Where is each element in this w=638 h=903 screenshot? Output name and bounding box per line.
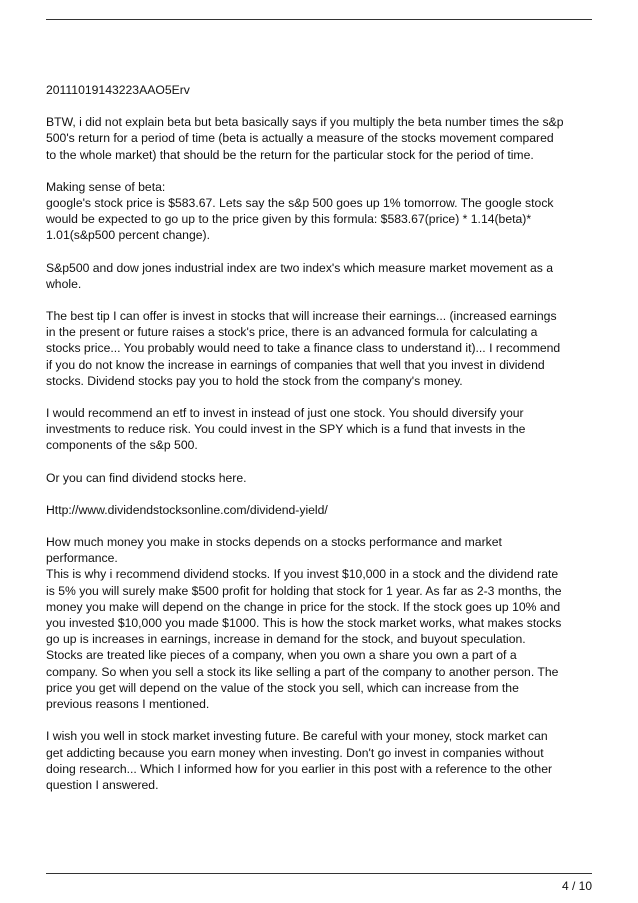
paragraph-best-tip: The best tip I can offer is invest in stocks that will increase their earnings... (increased earnings in the present or future raises a stock's price, there is an advanced formula for calculating a stocks price... You probably would need to take a finance class to understand it)... I recommend if you do not know the increase in earnings of companies that well that you invest in dividend stocks. Dividend stocks pay you to hold the stock from the company's money. xyxy=(46,309,561,388)
document-body xyxy=(46,82,598,809)
dividend-stocks-link[interactable]: Http://www.dividendstocksonline.com/dividend-yield/ xyxy=(46,502,328,517)
paragraph-etf-recommendation: I would recommend an etf to invest in instead of just one stock. You should diversify your investments to reduce risk. You could invest in the SPY which is a fund that invests in the components of the s&p 500. xyxy=(46,406,526,453)
paragraph-beta-explanation: BTW, i did not explain beta but beta basically says if you multiply the beta number times the s&p 500's return for a period of time (beta is actually a measure of the stocks movement compared to the whole market) that should be the return for the particular stock for the period of time. xyxy=(46,115,564,162)
paragraph-money-in-stocks: How much money you make in stocks depends on a stocks performance and market performance. This is why i recommend dividend stocks. If you invest $10,000 in a stock and the dividend rate is 5% you will surely make $500 profit for holding that stock for 1 year. As far as 2-3 months, the money you make will depend on the change in price for the stock. If the stock goes up 10% and you invested $10,000 you made $1000. This is how the stock market works, what makes stocks go up is increases in earnings, increase in demand for the stock, and buyout speculation. Stocks are treated like pieces of a company, when you own a share you own a part of a company. So when you sell a stock its like selling a part of the company to another person. The price you get will depend on the value of the stock you sell, which can increase from the previous reasons I mentioned. xyxy=(46,535,562,712)
paragraph-market-indexes: S&p500 and dow jones industrial index are two index's which measure market movement as a whole. xyxy=(46,260,554,291)
paragraph-closing: I wish you well in stock market investing future. Be careful with your money, stock market can get addicting because you earn money when investing. Don't go invest in companies without doing research... Which I informed how for you earlier in this post with a reference to the other question I answered. xyxy=(46,729,553,792)
footer-divider xyxy=(46,873,592,874)
paragraph-making-sense-of-beta: Making sense of beta: google's stock price is $583.67. Lets say the s&p 500 goes up 1% tomorrow. The google stock would be expected to go up to the price given by this formula: $583.67(price) * 1.14(beta)* 1.01(s&p500 percent change). xyxy=(46,179,554,243)
document-id-line: 20111019143223AAO5Erv xyxy=(46,83,190,97)
paragraph-find-dividend-stocks: Or you can find dividend stocks here. xyxy=(46,470,247,485)
page-number: 4 / 10 xyxy=(561,879,592,893)
header-divider xyxy=(46,19,592,20)
